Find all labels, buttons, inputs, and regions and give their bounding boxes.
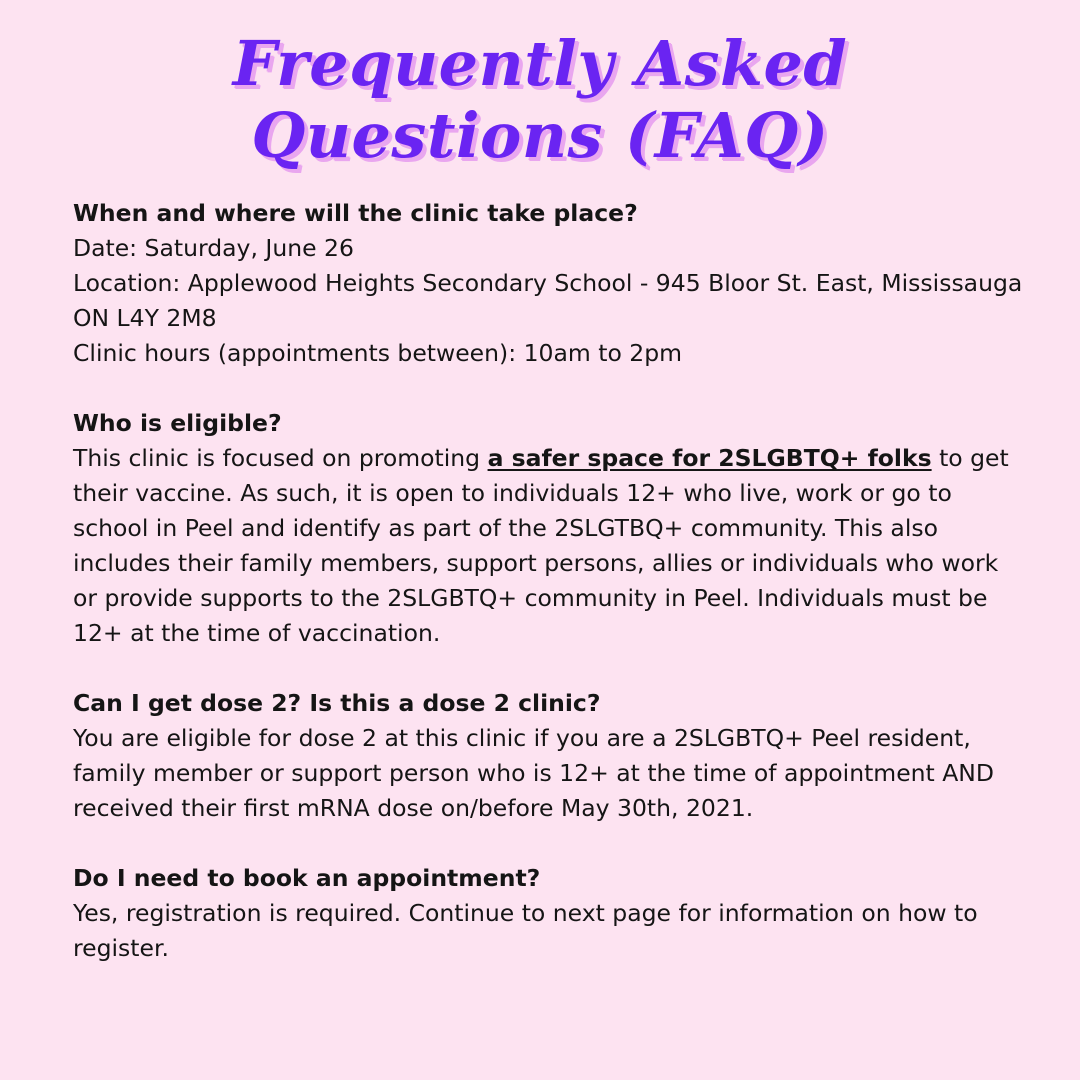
faq-item-when-where xyxy=(73,196,1023,371)
faq-item-dose-2 xyxy=(73,686,1023,826)
title-line-1: Frequently Asked xyxy=(232,27,848,100)
title-line-2: Questions (FAQ) xyxy=(251,99,829,172)
clinic-date: Date: Saturday, June 26 xyxy=(73,234,354,262)
clinic-hours: Clinic hours (appointments between): 10am to 2pm xyxy=(73,339,683,367)
faq-answer-part: to get their vaccine. As such, it is open to individuals 12+ who live, work or go to school in Peel and identify as part of the 2SLGTBQ+ community. This also includes their family members, support persons, allies or individuals who work or provide supports to the 2SLGBTQ+ community in Peel. Individuals must be 12+ at the time of vaccination. xyxy=(73,444,1009,647)
faq-question: Who is eligible? xyxy=(73,409,282,437)
faq-question: Can I get dose 2? Is this a dose 2 clinic? xyxy=(73,689,601,717)
faq-list xyxy=(73,196,1023,1001)
faq-answer: Yes, registration is required. Continue to next page for information on how to register. xyxy=(73,899,978,962)
clinic-location: Location: Applewood Heights Secondary School - 945 Bloor St. East, Mississauga ON L4Y 2M8 xyxy=(73,269,1023,332)
page-title xyxy=(0,28,1080,172)
safer-space-link[interactable]: a safer space for 2SLGBTQ+ folks xyxy=(487,444,932,472)
faq-question: When and where will the clinic take place? xyxy=(73,199,638,227)
faq-answer: You are eligible for dose 2 at this clinic if you are a 2SLGBTQ+ Peel resident, family member or support person who is 12+ at the time of appointment AND received their first mRNA dose on/before May 30th, 2021. xyxy=(73,724,994,822)
faq-question: Do I need to book an appointment? xyxy=(73,864,541,892)
faq-answer-part: This clinic is focused on promoting xyxy=(73,444,488,472)
faq-item-eligibility xyxy=(73,406,1023,651)
faq-item-booking xyxy=(73,861,1023,966)
